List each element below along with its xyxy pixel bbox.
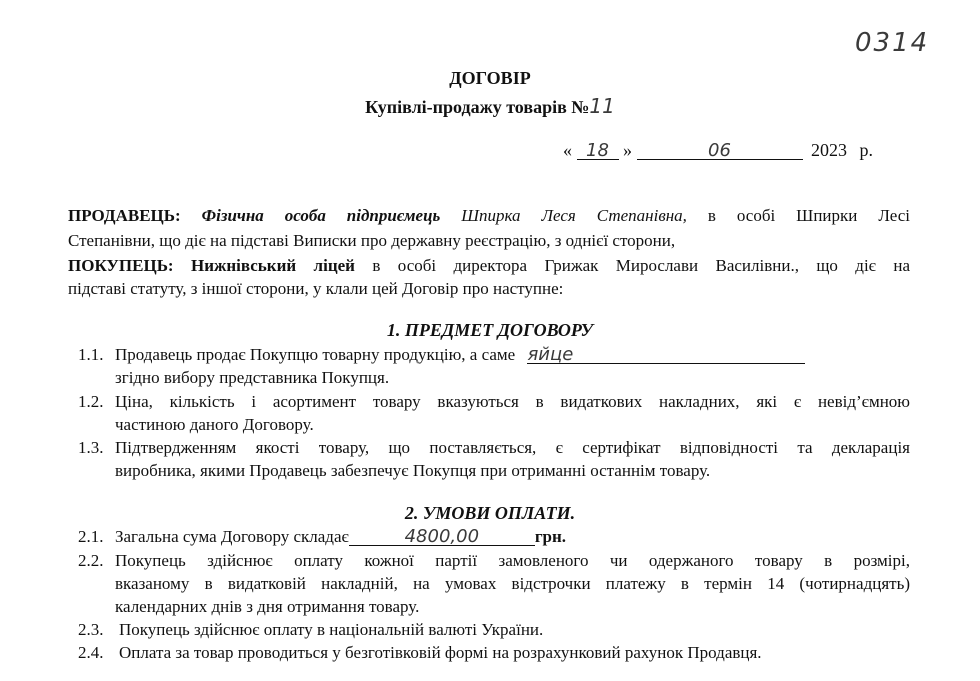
seller-label: ПРОДАВЕЦЬ: xyxy=(68,206,181,225)
item-1-1-line1 xyxy=(115,345,910,365)
seller-line-2: Степанівни, що діє на підставі Виписки про державну реєстрацію, з однієї сторони, xyxy=(68,231,676,250)
buyer-line-1 xyxy=(68,256,910,276)
seller-representative: в особі Шпирки Лесі xyxy=(707,206,910,225)
item-2-2-number: 2.2. xyxy=(78,551,104,570)
date-day: 18 xyxy=(577,142,619,160)
item-2-1-line1 xyxy=(115,527,566,547)
seller-type: Фізична особа підприємець xyxy=(201,206,441,225)
item-2-4-number: 2.4. xyxy=(78,643,104,662)
buyer-name: Нижнівський ліцей xyxy=(191,256,355,275)
item-1-1-line2: згідно вибору представника Покупця. xyxy=(115,368,390,387)
item-2-1-text: Загальна сума Договору складає xyxy=(115,527,349,546)
contract-number: 11 xyxy=(589,94,615,118)
item-2-2-line3: календарних днів з дня отримання товару. xyxy=(115,597,420,616)
item-2-4-line1: Оплата за товар проводиться у безготівковій формі на розрахунковий рахунок Продавця. xyxy=(119,643,762,662)
document-stamp-number: 0314 xyxy=(855,28,930,58)
buyer-label: ПОКУПЕЦЬ: xyxy=(68,256,174,275)
currency-label: грн. xyxy=(534,527,567,546)
item-2-3-line1: Покупець здійснює оплату в національній валюті України. xyxy=(119,620,544,639)
contract-total-amount: 4800,00 xyxy=(349,528,535,546)
item-1-2-line2: частиною даного Договору. xyxy=(115,415,314,434)
document-title: ДОГОВІР xyxy=(449,68,531,88)
item-2-2-line1: Покупець здійснює оплату кожної партії замовленого чи одержаного товару в розмірі, xyxy=(115,551,910,570)
item-1-3-line1: Підтвердженням якості товару, що поставляється, є сертифікат відповідності та декларація xyxy=(115,438,910,457)
item-2-1-number: 2.1. xyxy=(78,527,104,546)
buyer-representative: в особі директора Грижак Мирослави Василівни., що діє на xyxy=(372,256,911,275)
section-2-heading: 2. УМОВИ ОПЛАТИ. xyxy=(404,503,576,523)
item-1-1-text: Продавець продає Покупцю товарну продукцію, а саме xyxy=(115,345,516,364)
section-1-heading: 1. ПРЕДМЕТ ДОГОВОРУ xyxy=(386,320,594,340)
subtitle-text: Купівлі-продажу товарів № xyxy=(365,97,590,117)
item-1-3-number: 1.3. xyxy=(78,438,104,457)
date-close-quote: » xyxy=(623,140,632,160)
date-year: 2023 xyxy=(811,140,847,160)
item-1-3-line2: виробника, якими Продавець забезпечує Покупця при отриманні останнім товару. xyxy=(115,461,711,480)
contract-date xyxy=(563,140,873,161)
document-subtitle xyxy=(0,94,980,118)
item-1-1-number: 1.1. xyxy=(78,345,104,364)
date-month: 06 xyxy=(637,142,803,160)
item-1-2-number: 1.2. xyxy=(78,392,104,411)
date-year-suffix: р. xyxy=(859,140,873,160)
seller-line-1 xyxy=(68,206,910,226)
item-1-1-product: яйце xyxy=(527,346,805,364)
seller-name: Шпирка Леся Степанівна, xyxy=(461,206,687,225)
item-2-3-number: 2.3. xyxy=(78,620,104,639)
buyer-line-2: підставі статуту, з іншої сторони, у клали цей Договір про наступне: xyxy=(68,279,564,298)
item-2-2-line2: вказаному в видатковій накладній, на умовах відстрочки платежу в термін 14 (чотирнадцять) xyxy=(115,574,910,593)
date-open-quote: « xyxy=(563,140,572,160)
item-1-2-line1: Ціна, кількість і асортимент товару вказуються в видаткових накладних, які є невід’ємною xyxy=(115,392,910,411)
